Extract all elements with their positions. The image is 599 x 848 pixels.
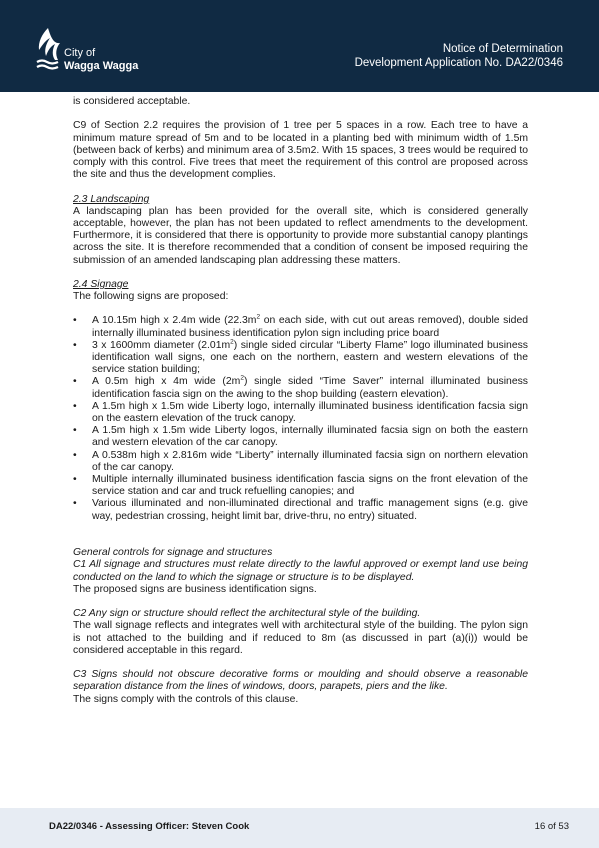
response-c3: The signs comply with the controls of this clause. [73, 693, 299, 705]
bullet-icon: • [73, 339, 77, 351]
list-item: • A 0.5m high x 4m wide $(2m^2)$ single sided “Time Saver” internal illuminated business identification fascia sign on the awing to the shop building (eastern elevation). [73, 374, 528, 400]
paragraph-c9-trees: C9 of Section 2.2 requires the provision of 1 tree per 5 spaces in a row. Each tree to have a minimum mature spread of 5m and to be located in a planting bed with minimum width of 1.5m (between back of kerbs) and minimum area of 3.5m2. With 15 spaces, 3 trees would be required to comply with this control. Five trees that meet the requirement of this control are proposed across the site and thus the development complies. [73, 120, 528, 181]
control-c3: C3 Signs should not obscure decorative forms or moulding and should observe a reasonable separation distance from the lines of windows, doors, parapets, piers and the like. [73, 669, 528, 693]
document-title: Notice of Determination [442, 43, 563, 55]
bullet-icon: • [73, 315, 77, 327]
signage-list [73, 315, 528, 522]
heading-landscaping: 2.3 Landscaping [73, 193, 150, 205]
header-document-info [355, 42, 563, 70]
list-item: • Multiple internally illuminated business identification fascia signs on the front elevation of the service station and car and truck refuelling canopies; and [73, 474, 528, 498]
control-c2: C2 Any sign or structure should reflect the architectural style of the building. [73, 608, 421, 620]
document-body [73, 96, 528, 706]
list-item: • A 1.5m high x 1.5m wide Liberty logos, internally illuminated facsia sign on both the eastern and western elevation of the car canopy. [73, 425, 528, 449]
control-c1: C1 All signage and structures must relate directly to the lawful approved or exempt land use being conducted on the land to which the signage or structure is to be displayed. [73, 559, 528, 583]
list-item: • A 1.5m high x 1.5m wide Liberty logo, internally illuminated business identification facsia sign on the eastern elevation of the truck canopy. [73, 400, 528, 425]
list-item: • A 10.15m high x 2.4m wide ($22.3m^2$ on each side, with cut out areas removed), double sided internally illuminated business identification pylon sign including price board [73, 313, 529, 339]
list-item: • Various illuminated and non-illuminated directional and traffic management signs (e.g. give way, pedestrian crossing, height limit bar, drive-thru, no entry) situated. [73, 498, 528, 522]
council-logo [34, 26, 144, 76]
heading-general-controls: General controls for signage and structures [73, 547, 273, 559]
footer-officer: DA22/0346 - Assessing Officer: Steven Cook [49, 821, 250, 832]
paragraph-landscaping: A landscaping plan has been provided for the overall site, which is considered generally acceptable, however, the plan has not been updated to reflect amendments to the development. Furthermore, it is considered that there is opportunity to provide more substantial canopy plantings across the site. It is therefore recommended that a condition of consent be imposed requiring the submission of an amended landscaping plan addressing these matters. [73, 205, 528, 266]
bullet-icon: • [73, 400, 77, 412]
heading-signage: 2.4 Signage [73, 279, 129, 290]
wagga-crow-logo-icon [34, 26, 62, 74]
list-item: • A 0.538m high x 2.816m wide “Liberty” internally illuminated facsia sign on northern elevation of the car canopy. [73, 449, 528, 473]
bullet-icon: • [73, 474, 77, 486]
page-number: 16 of 53 [534, 821, 569, 832]
list-item: • 3 x 1600mm diameter $(2.01m^2)$ single sided circular “Liberty Flame” logo illuminated business identification wall signs, one each on the northern, eastern and western elevations of the service station building; [73, 338, 528, 376]
application-number: Development Application No. DA22/0346 [354, 57, 563, 69]
paragraph-signage-intro: The following signs are proposed: [73, 291, 229, 303]
logo-line-1: City of [64, 47, 96, 59]
response-c2: The wall signage reflects and integrates well with architectural style of the building. The pylon sign is not attached to the building and if reduced to 8m (as discussed in part (a)(i)) would be considered acceptable in this regard. [73, 620, 528, 656]
page-footer [0, 808, 599, 848]
bullet-icon: • [73, 425, 77, 437]
bullet-icon: • [73, 449, 77, 461]
page-header [0, 0, 599, 92]
bullet-icon: • [73, 498, 77, 510]
paragraph-continued: is considered acceptable. [73, 96, 191, 107]
logo-wordmark [64, 47, 138, 72]
bullet-icon: • [73, 376, 77, 388]
logo-line-2: Wagga Wagga [64, 59, 139, 72]
response-c1: The proposed signs are business identification signs. [73, 583, 317, 595]
